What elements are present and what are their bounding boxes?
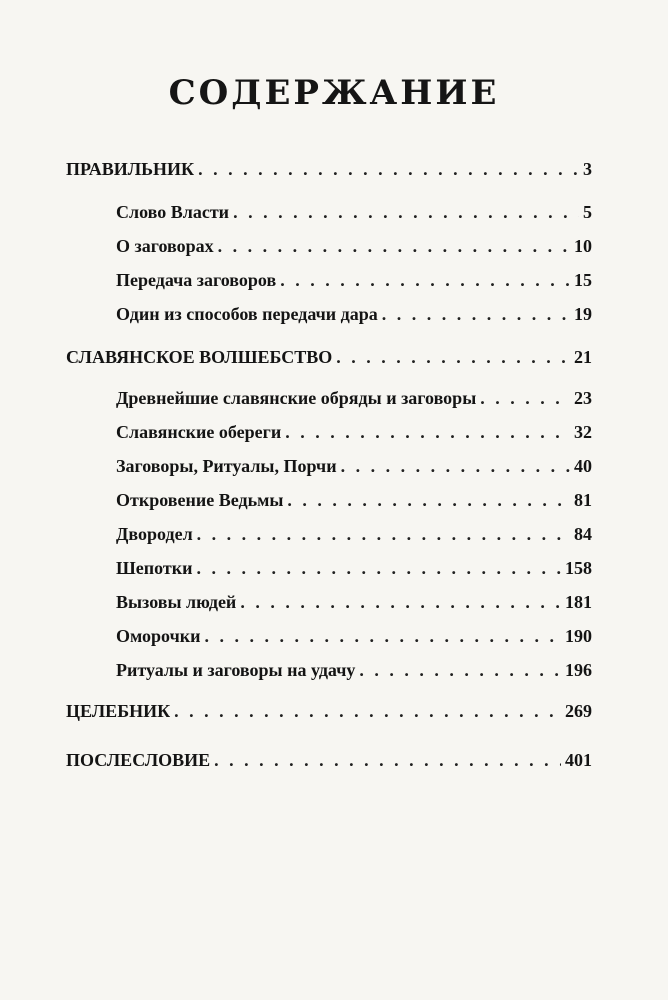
toc-entry[interactable] (116, 201, 592, 223)
toc-entry[interactable] (116, 421, 592, 443)
toc-page-number: 23 (574, 388, 592, 408)
toc-label: Вызовы людей (116, 592, 237, 612)
toc-label: Двородел (116, 524, 193, 544)
toc-entry[interactable] (116, 489, 592, 511)
dot-leader (359, 659, 561, 681)
toc-label: Один из способов передачи дара (116, 304, 378, 324)
toc-page-number: 10 (574, 236, 592, 256)
dot-leader (196, 557, 561, 579)
dot-leader (218, 235, 570, 257)
toc-page-number: 21 (574, 347, 592, 367)
dot-leader (280, 269, 570, 291)
toc-entry[interactable] (116, 235, 592, 257)
toc-label: Слово Власти (116, 202, 230, 222)
toc-label: ЦЕЛЕБНИК (66, 701, 171, 721)
toc-entry[interactable] (116, 303, 592, 325)
toc-label: СЛАВЯНСКОЕ ВОЛШЕБСТВО (66, 347, 333, 367)
toc-entry[interactable] (116, 269, 592, 291)
toc-page-number: 19 (574, 304, 592, 324)
toc-label: ПОСЛЕСЛОВИЕ (66, 750, 211, 770)
toc-entry[interactable] (66, 749, 592, 771)
toc-entry[interactable] (66, 700, 592, 722)
dot-leader (198, 158, 579, 180)
toc-entry[interactable] (116, 523, 592, 545)
toc-label: Славянские обереги (116, 422, 282, 442)
dot-leader (480, 387, 570, 409)
toc-page-number: 181 (565, 592, 592, 612)
toc-page-number: 3 (583, 159, 592, 179)
dot-leader (233, 201, 579, 223)
toc-page-number: 32 (574, 422, 592, 442)
page-title: содержание (168, 60, 500, 116)
dot-leader (240, 591, 561, 613)
toc-entry[interactable] (66, 346, 592, 368)
toc-entry[interactable] (116, 659, 592, 681)
toc-label: Древнейшие славянские обряды и заговоры (116, 388, 477, 408)
toc-entry[interactable] (116, 387, 592, 409)
toc-entry[interactable] (66, 158, 592, 180)
dot-leader (341, 455, 570, 477)
dot-leader (285, 421, 570, 443)
toc-page-number: 269 (565, 701, 592, 721)
dot-leader (382, 303, 570, 325)
toc-label: Оморочки (116, 626, 201, 646)
toc-page-number: 5 (583, 202, 592, 222)
toc-page-number: 40 (574, 456, 592, 476)
toc-page-number: 81 (574, 490, 592, 510)
dot-leader (214, 749, 561, 771)
toc-page-number: 15 (574, 270, 592, 290)
toc-label: Шепотки (116, 558, 193, 578)
toc-entry[interactable] (116, 625, 592, 647)
dot-leader (197, 523, 570, 545)
toc-label: Заговоры, Ритуалы, Порчи (116, 456, 337, 476)
toc-label: О заговорах (116, 236, 214, 256)
toc-page-number: 196 (565, 660, 592, 680)
dot-leader (287, 489, 570, 511)
dot-leader (204, 625, 561, 647)
dot-leader (336, 346, 570, 368)
toc-page-number: 190 (565, 626, 592, 646)
toc-page-number: 401 (565, 750, 592, 770)
toc-entry[interactable] (116, 455, 592, 477)
toc-page-number: 158 (565, 558, 592, 578)
dot-leader (174, 700, 561, 722)
toc-label: ПРАВИЛЬНИК (66, 159, 195, 179)
toc-entry[interactable] (116, 557, 592, 579)
toc-entry[interactable] (116, 591, 592, 613)
toc-label: Ритуалы и заговоры на удачу (116, 660, 356, 680)
toc-label: Откровение Ведьмы (116, 490, 284, 510)
toc-page-number: 84 (574, 524, 592, 544)
toc-label: Передача заговоров (116, 270, 277, 290)
